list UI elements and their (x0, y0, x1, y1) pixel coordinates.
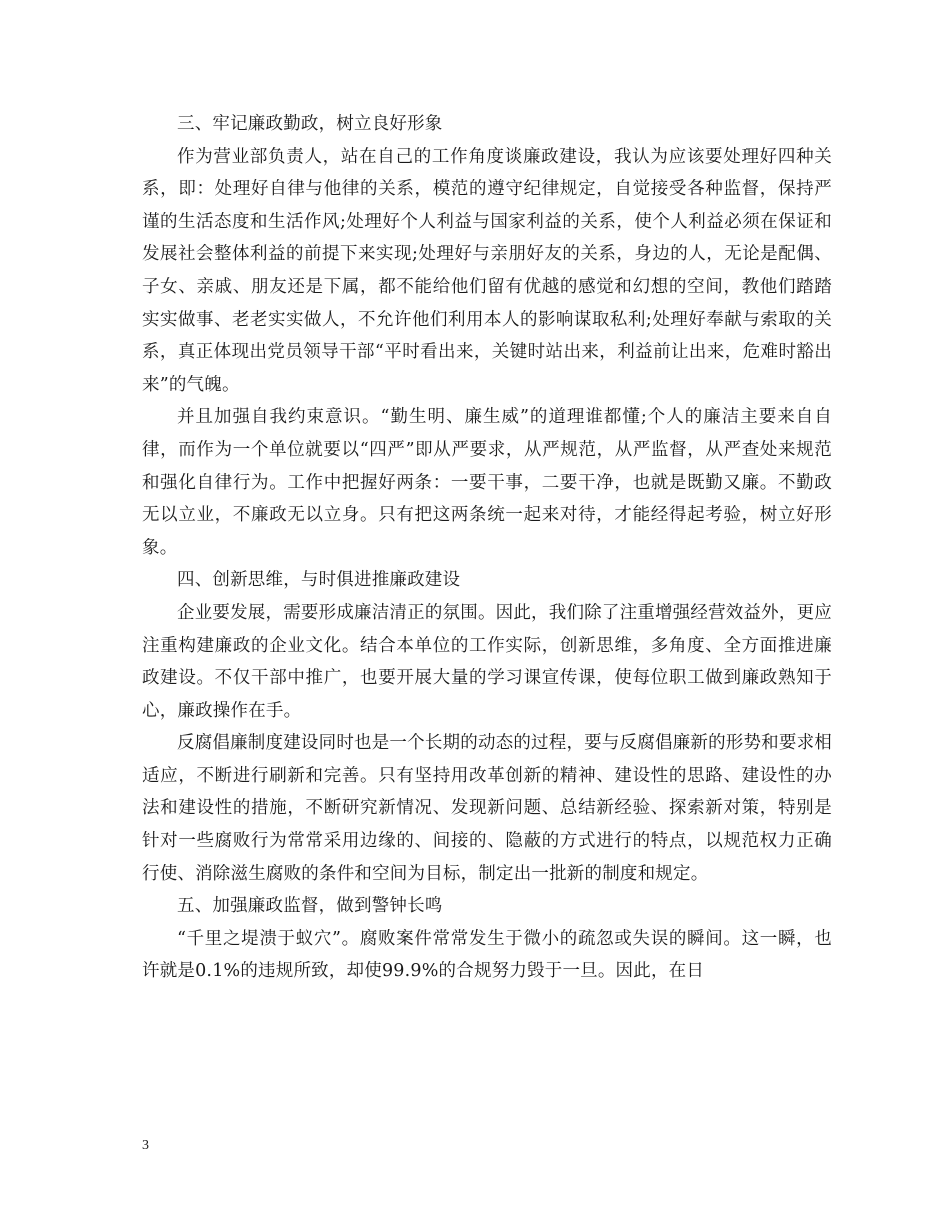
paragraph: 作为营业部负责人，站在自己的工作角度谈廉政建设，我认为应该要处理好四种关系，即：处理好自律与他律的关系，模范的遵守纪律规定，自觉接受各种监督，保持严谨的生活态度和生活作风;处理好个人利益与国家利益的关系，使个人利益必须在保证和发展社会整体利益的前提下来实现;处理好与亲朋好友的关系，身边的人，无论是配偶、子女、亲戚、朋友还是下属，都不能给他们留有优越的感觉和幻想的空间，教他们踏踏实实做事、老老实实做人，不允许他们利用本人的影响谋取私利;处理好奉献与索取的关系，真正体现出党员领导干部“平时看出来，关键时站出来，利益前让出来，危难时豁出来”的气魄。 (142, 146, 832, 395)
section-heading-5: 五、加强廉政监督，做到警钟长鸣 (177, 896, 443, 917)
document-body (142, 108, 832, 988)
paragraph: 并且加强自我约束意识。“勤生明、廉生威”的道理谁都懂;个人的廉洁主要来自自律，而作为一个单位就要以“四严”即从严要求，从严规范，从严监督，从严查处来规范和强化自律行为。工作中把握好两条：一要干事，二要干净，也就是既勤又廉。不勤政无以立业，不廉政无以立身。只有把这两条统一起来对待，才能经得起考验，树立好形象。 (142, 407, 832, 558)
section-heading-3: 三、牢记廉政勤政，树立良好形象 (177, 114, 443, 134)
section-heading-4: 四、创新思维，与时俱进推廉政建设 (177, 570, 461, 591)
paragraph: 企业要发展，需要形成廉洁清正的氛围。因此，我们除了注重增强经营效益外，更应注重构建廉政的企业文化。结合本单位的工作实际，创新思维，多角度、全方面推进廉政建设。不仅干部中推广，也要开展大量的学习课宣传课，使每位职工做到廉政熟知于心，廉政操作在手。 (142, 602, 832, 721)
paragraph: “千里之堤溃于蚁穴”。腐败案件常常发生于微小的疏忽或失误的瞬间。这一瞬，也许就是0.1%的违规所致，却使99.9%的合规努力毁于一旦。因此，在日 (142, 928, 832, 982)
page-number: 3 (142, 1138, 149, 1153)
paragraph: 反腐倡廉制度建设同时也是一个长期的动态的过程，要与反腐倡廉新的形势和要求相适应，不断进行刷新和完善。只有坚持用改革创新的精神、建设性的思路、建设性的办法和建设性的措施，不断研究新情况、发现新问题、总结新经验、探索新对策，特别是针对一些腐败行为常常采用边缘的、间接的、隐蔽的方式进行的特点，以规范权力正确行使、消除滋生腐败的条件和空间为目标，制定出一批新的制度和规定。 (142, 733, 832, 884)
